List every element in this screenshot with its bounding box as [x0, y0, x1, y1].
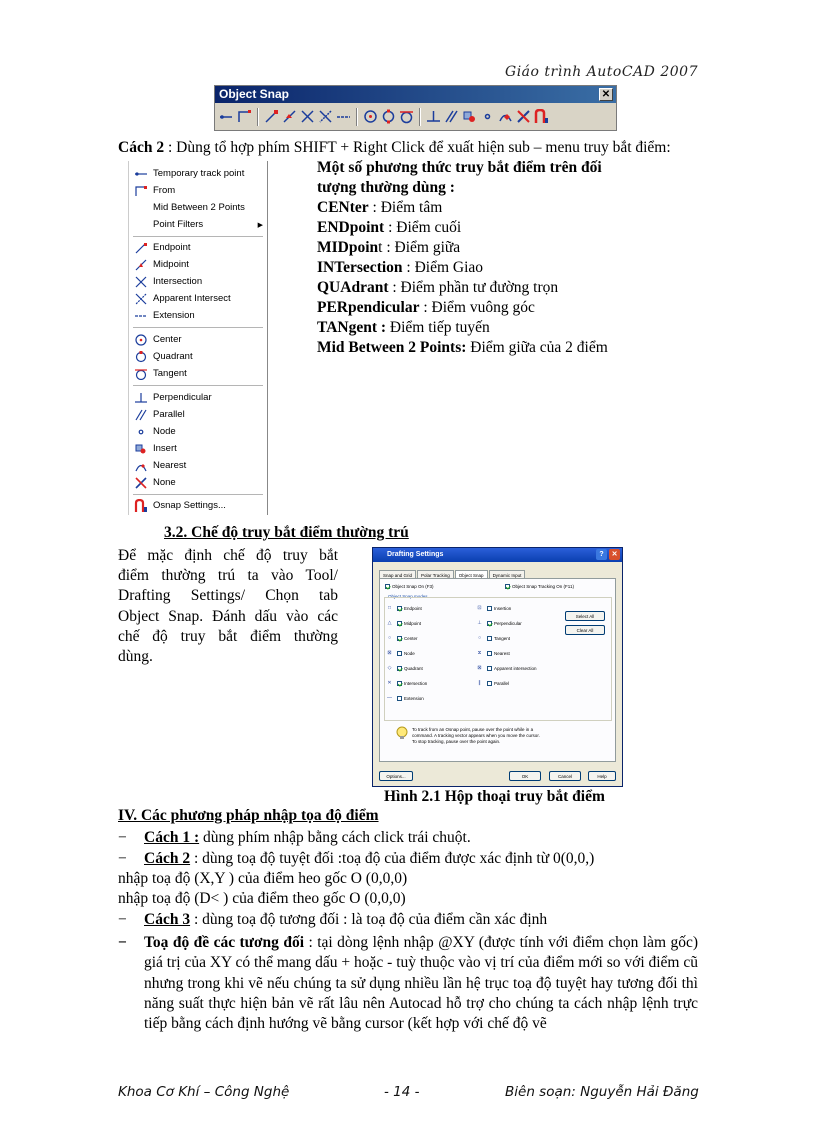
midpoint-icon — [133, 258, 149, 272]
desc-line: QUAdrant : Điểm phần tư đường trọn — [317, 279, 559, 296]
snap-mode-insertion[interactable]: ⊡ Insertion — [477, 605, 512, 611]
menu-item-intersection[interactable]: Intersection — [129, 273, 269, 290]
body-cach3: − Cách 3 : dùng toạ độ tương đối : là toạ độ của điểm cần xác định — [118, 911, 548, 928]
tangent-icon — [133, 367, 149, 381]
tracking-on-checkbox[interactable]: Object Snap Tracking On (F11) — [505, 584, 574, 589]
none-icon[interactable] — [516, 109, 531, 124]
menu-separator — [133, 236, 263, 237]
desc-heading-2: tượng thường dùng : — [317, 179, 455, 196]
toolbar-separator — [419, 108, 421, 126]
section-3-2-title: 3.2. Chế độ truy bắt điểm thường trú — [164, 524, 409, 541]
snap-modes-group-label: Object Snap modes — [388, 594, 428, 599]
menu-item-osnap-settings[interactable]: Osnap Settings... — [129, 497, 269, 514]
menu-item-nearest[interactable]: Nearest — [129, 457, 269, 474]
menu-item-temporary-track[interactable]: Temporary track point — [129, 165, 269, 182]
dialog-title-bar — [373, 548, 622, 562]
osnap-settings-icon — [133, 499, 149, 513]
snap-description — [317, 158, 608, 358]
section-4-title: IV. Các phương pháp nhập tọa độ điểm — [118, 807, 379, 824]
menu-item-center[interactable]: Center — [129, 331, 269, 348]
footer-right: Biên soạn: Nguyễn Hải Đăng — [505, 1084, 699, 1100]
endpoint-icon — [133, 241, 149, 255]
menu-separator — [133, 385, 263, 386]
cancel-button[interactable]: Cancel — [549, 771, 581, 781]
tracking-hint: To track from an Osnap point, pause over the point while in a command. A tracking vector appears when you move the cursor. To stop tracking, pause over the point again. — [412, 727, 540, 744]
dialog-title: Drafting Settings — [387, 551, 444, 558]
menu-item-quadrant[interactable]: Quadrant — [129, 348, 269, 365]
quadrant-icon[interactable] — [381, 109, 396, 124]
help-icon[interactable]: ? — [596, 549, 607, 560]
track-icon — [133, 167, 149, 181]
menu-item-parallel[interactable]: Parallel — [129, 406, 269, 423]
menu-separator — [133, 494, 263, 495]
snap-mode-perpendicular[interactable]: ⊥ Perpendicular — [477, 620, 522, 626]
center-icon — [133, 333, 149, 347]
body-line-d: nhập toạ độ (D< ) của điểm theo gốc O (0,0,0) — [118, 890, 406, 907]
quadrant-icon — [133, 350, 149, 364]
cach2-label: Cách 2 — [118, 139, 165, 156]
desc-line: Mid Between 2 Points: Điểm giữa của 2 điểm — [317, 339, 608, 356]
toolbar-title: Object Snap — [219, 87, 290, 101]
object-snap-toolbar — [214, 85, 617, 131]
intersection-icon[interactable] — [300, 109, 315, 124]
from-icon[interactable] — [237, 109, 252, 124]
temporary-track-icon[interactable] — [219, 109, 234, 124]
snap-mode-node[interactable]: ⊠ Node — [387, 650, 415, 656]
menu-item-endpoint[interactable]: Endpoint — [129, 239, 269, 256]
endpoint-icon[interactable] — [264, 109, 279, 124]
tab-polar-tracking[interactable]: Polar Tracking — [417, 570, 454, 580]
toolbar-separator — [257, 108, 259, 126]
center-icon[interactable] — [363, 109, 378, 124]
desc-line: ENDpoint : Điểm cuối — [317, 219, 462, 236]
snap-on-checkbox[interactable]: Object Snap On (F3) — [385, 584, 434, 589]
menu-item-point-filters[interactable]: Point Filters ▶ — [153, 219, 263, 230]
from-icon — [133, 184, 149, 198]
drafting-settings-dialog — [372, 547, 623, 787]
tab-object-snap[interactable]: Object Snap — [455, 570, 488, 580]
nearest-icon[interactable] — [498, 109, 513, 124]
toolbar-separator — [356, 108, 358, 126]
perpendicular-icon — [133, 391, 149, 405]
body-line-xy: nhập toạ độ (X,Y ) của điểm heo gốc O (0,0,0) — [118, 870, 408, 887]
menu-item-apparent-intersect[interactable]: Apparent Intersect — [129, 290, 269, 307]
tab-snap-grid[interactable]: Snap and Grid — [379, 570, 416, 580]
close-icon[interactable]: ✕ — [599, 88, 613, 101]
options-button[interactable]: Options... — [379, 771, 413, 781]
snap-mode-intersection[interactable]: ✕ Intersection — [387, 680, 428, 686]
desc-line: TANgent : Điểm tiếp tuyến — [317, 319, 490, 336]
menu-item-mid-between[interactable]: Mid Between 2 Points — [153, 202, 245, 213]
toolbar-title-bar — [215, 86, 616, 103]
body-cach1: − Cách 1 : dùng phím nhập bằng cách click trái chuột. — [118, 829, 471, 846]
desc-line: INTersection : Điểm Giao — [317, 259, 484, 276]
osnap-popup-menu — [128, 161, 268, 515]
apparent-intersect-icon — [133, 292, 149, 306]
menu-item-from[interactable]: From — [129, 182, 269, 199]
menu-item-none[interactable]: None — [129, 474, 269, 491]
desc-line: PERpendicular : Điểm vuông góc — [317, 299, 535, 316]
desc-line: CENter : Điểm tâm — [317, 199, 443, 216]
extension-icon[interactable] — [336, 109, 351, 124]
insert-icon[interactable] — [462, 109, 477, 124]
menu-item-extension[interactable]: Extension — [129, 307, 269, 324]
page-header: Giáo trình AutoCAD 2007 — [505, 64, 698, 80]
info-icon — [396, 726, 408, 742]
node-icon — [133, 425, 149, 439]
select-all-button[interactable]: Select All — [565, 611, 605, 621]
cach2-text: : Dùng tổ hợp phím SHIFT + Right Click để xuất hiện sub – menu truy bắt điểm: — [164, 139, 671, 156]
desc-line: MIDpoint : Điểm giữa — [317, 239, 461, 256]
snap-mode-nearest[interactable]: ⧖ Nearest — [477, 650, 510, 656]
tab-dynamic-input[interactable]: Dynamic Input — [489, 570, 526, 580]
menu-item-midpoint[interactable]: Midpoint — [129, 256, 269, 273]
intersection-icon — [133, 275, 149, 289]
midpoint-icon[interactable] — [282, 109, 297, 124]
toolbar-icons — [215, 103, 616, 130]
snap-mode-endpoint[interactable]: □ Endpoint — [387, 605, 422, 611]
apparent-intersect-icon[interactable] — [318, 109, 333, 124]
cach2-line — [118, 139, 671, 157]
perpendicular-icon[interactable] — [426, 109, 441, 124]
tangent-icon[interactable] — [399, 109, 414, 124]
section-3-2-paragraph: Để mặc định chế độ truy bắt điểm thường trú ta vào Tool/ Drafting Settings/ Chọn tab Object Snap. Đánh dấu vào các chế độ truy bắt điểm thường dùng. — [118, 547, 338, 666]
snap-mode-extension[interactable]: — Extension — [387, 695, 424, 701]
extension-icon — [133, 309, 149, 323]
snap-mode-midpoint[interactable]: △ Midpoint — [387, 620, 422, 626]
body-relative-coords: − Toạ độ đề các tương đối : tại dòng lệnh nhập @XY (được tính với điểm chọn làm gốc) giá trị của XY có thể mang dấu + hoặc - tuỳ thuộc vào vị trí của điểm mới so với điểm cũ nhưng trong khi vẽ nếu chúng ta sử dụng nhiều lần hệ trục toạ độ tuyệt hay tương đối thì năng suất thực hiện bản vẽ rất lâu nên Autocad hỗ trợ cho chúng ta cách nhập lệnh trực tiếp bằng cách định hướng vẽ bằng cursor (kết hợp với chế độ vẽ — [118, 934, 698, 1033]
footer-page-number: - 14 - — [384, 1084, 420, 1100]
nearest-icon — [133, 459, 149, 473]
snap-mode-quadrant[interactable]: ◇ Quadrant — [387, 665, 423, 671]
menu-separator — [133, 327, 263, 328]
node-icon[interactable] — [480, 109, 495, 124]
object-snap-panel — [379, 578, 616, 762]
none-icon — [133, 476, 149, 490]
snap-mode-tangent[interactable]: ○ Tangent — [477, 635, 511, 641]
menu-item-tangent[interactable]: Tangent — [129, 365, 269, 382]
menu-item-perpendicular[interactable]: Perpendicular — [129, 389, 269, 406]
snap-mode-parallel[interactable]: ∥ Parallel — [478, 680, 510, 686]
desc-heading-1: Một số phương thức truy bắt điểm trên đối — [317, 159, 602, 176]
menu-item-insert[interactable]: Insert — [129, 440, 269, 457]
insert-icon — [133, 442, 149, 456]
snap-mode-center[interactable]: ○ Center — [387, 635, 418, 641]
body-cach2: − Cách 2 : dùng toạ độ tuyệt đối :toạ độ của điểm được xác định từ 0(0,0,) — [118, 850, 595, 867]
submenu-arrow-icon: ▶ — [257, 221, 263, 229]
parallel-icon[interactable] — [444, 109, 459, 124]
close-icon[interactable]: ✕ — [609, 549, 620, 560]
menu-item-node[interactable]: Node — [129, 423, 269, 440]
footer-left: Khoa Cơ Khí – Công Nghệ — [118, 1084, 290, 1100]
figure-caption: Hình 2.1 Hộp thoại truy bắt điểm — [384, 788, 605, 805]
osnap-settings-icon[interactable] — [534, 109, 549, 124]
ok-button[interactable]: OK — [509, 771, 541, 781]
clear-all-button[interactable]: Clear All — [565, 625, 605, 635]
help-button[interactable]: Help — [588, 771, 616, 781]
parallel-icon — [133, 408, 149, 422]
snap-mode-apparent-intersection[interactable]: ⊠ Apparent intersection — [477, 665, 537, 671]
